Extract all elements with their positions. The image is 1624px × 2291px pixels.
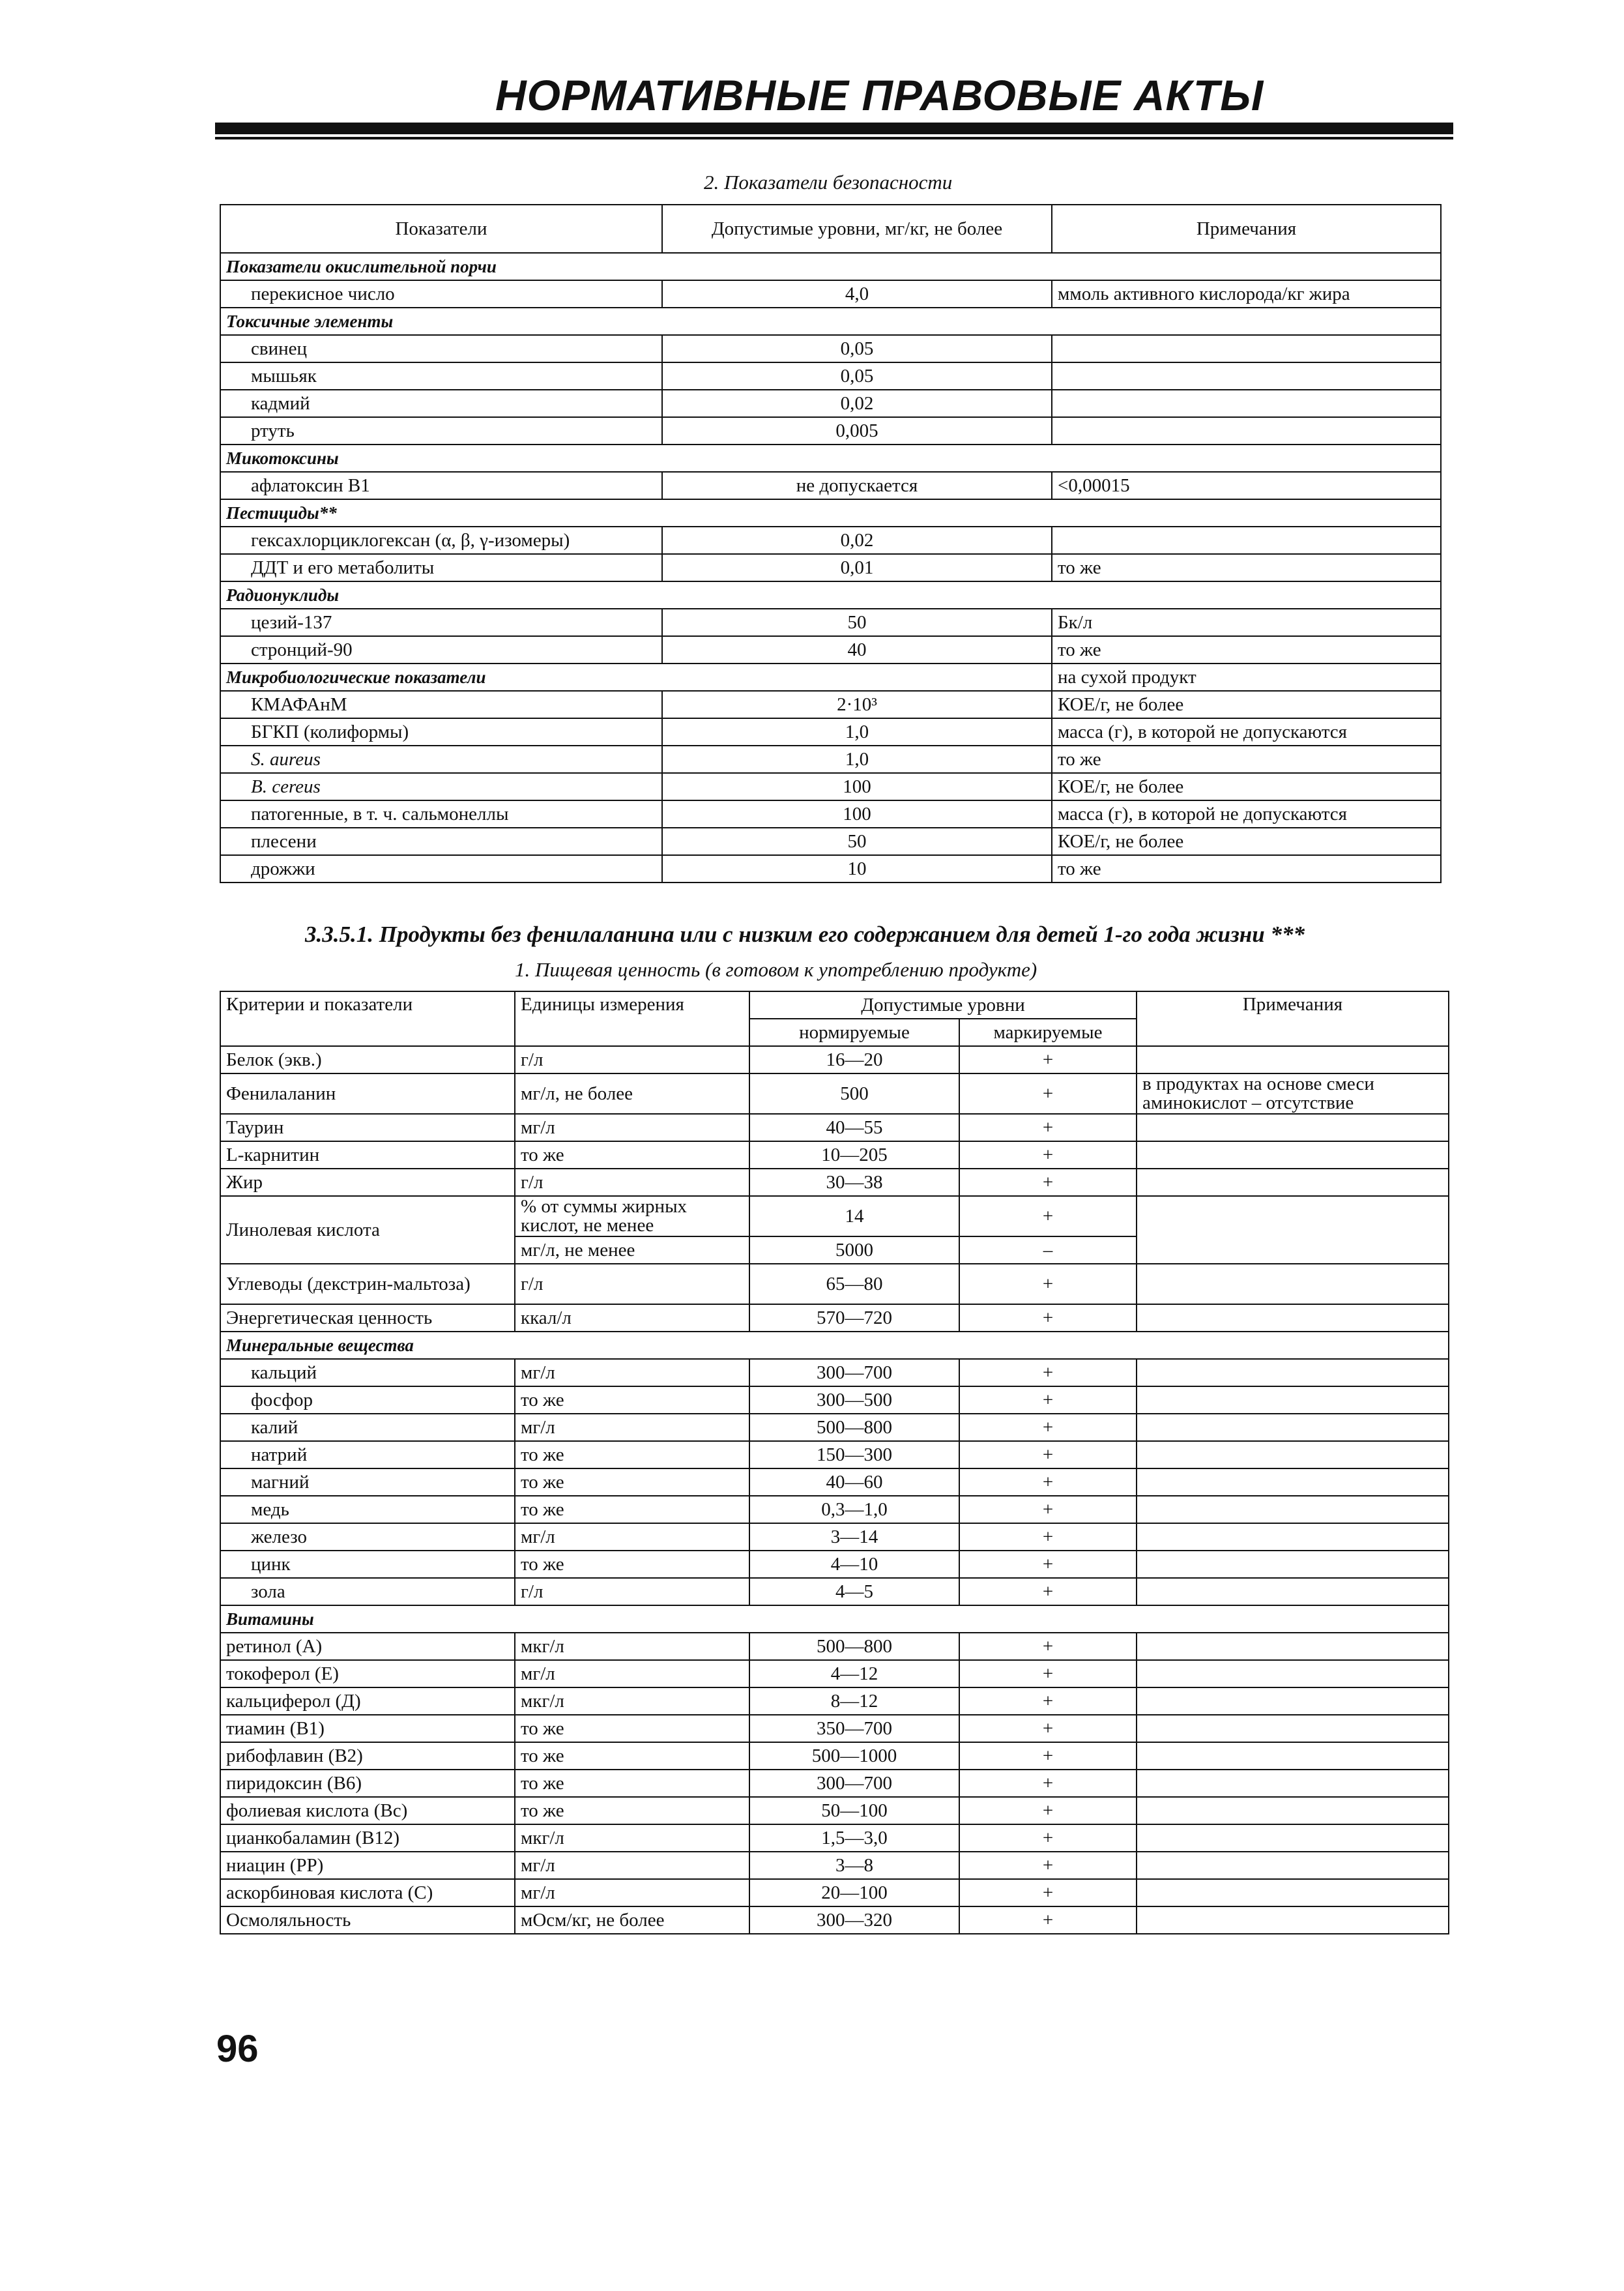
- row-norm: 0,3—1,0: [749, 1496, 959, 1523]
- row-norm: 30—38: [749, 1169, 959, 1196]
- row-norm: 3—8: [749, 1852, 959, 1879]
- row-name: свинец: [220, 335, 662, 362]
- row-value: 0,005: [662, 417, 1052, 445]
- table-row: [220, 1797, 1449, 1824]
- row-note: [1137, 1359, 1449, 1386]
- column-header: Примечания: [1052, 205, 1441, 253]
- row-mark: +: [959, 1441, 1137, 1468]
- row-name: Энергетическая ценность: [220, 1304, 515, 1332]
- row-mark: +: [959, 1264, 1137, 1304]
- group-label: Минеральные вещества: [220, 1332, 1449, 1359]
- row-unit: то же: [515, 1742, 749, 1770]
- row-name: тиамин (B1): [220, 1715, 515, 1742]
- group-row: [220, 581, 1441, 609]
- row-note: [1137, 1715, 1449, 1742]
- row-name: ртуть: [220, 417, 662, 445]
- row-value: 0,05: [662, 362, 1052, 390]
- row-note: [1137, 1468, 1449, 1496]
- row-norm: 40—55: [749, 1114, 959, 1141]
- row-norm: 500—800: [749, 1633, 959, 1660]
- row-note: [1137, 1578, 1449, 1605]
- row-mark: +: [959, 1852, 1137, 1879]
- table-row: [220, 800, 1441, 828]
- row-norm: 1,5—3,0: [749, 1824, 959, 1852]
- row-note: [1137, 1551, 1449, 1578]
- row-norm: 4—12: [749, 1660, 959, 1687]
- table-row: [220, 1687, 1449, 1715]
- row-note: [1137, 1742, 1449, 1770]
- table-row: [220, 1852, 1449, 1879]
- row-note: [1137, 1264, 1449, 1304]
- row-name: Таурин: [220, 1114, 515, 1141]
- row-name: Линолевая кислота: [220, 1196, 515, 1264]
- row-norm: 16—20: [749, 1046, 959, 1073]
- group-label: Микробиологические показатели: [220, 664, 1052, 691]
- row-note: [1137, 1304, 1449, 1332]
- row-name: Углеводы (декстрин-мальтоза): [220, 1264, 515, 1304]
- column-header: Допустимые уровни, мг/кг, не более: [662, 205, 1052, 253]
- row-name: зола: [220, 1578, 515, 1605]
- header-rule: [215, 123, 1453, 134]
- row-norm: 500—1000: [749, 1742, 959, 1770]
- row-mark: +: [959, 1304, 1137, 1332]
- table-row: [220, 1770, 1449, 1797]
- row-norm: 500—800: [749, 1414, 959, 1441]
- row-norm: 4—10: [749, 1551, 959, 1578]
- row-name: пиридоксин (B6): [220, 1770, 515, 1797]
- group-label: Радионуклиды: [220, 581, 1441, 609]
- row-note: то же: [1052, 855, 1441, 883]
- row-name: рибофлавин (B2): [220, 1742, 515, 1770]
- table-row: [220, 1523, 1449, 1551]
- table-row: [220, 746, 1441, 773]
- row-unit: мг/л: [515, 1523, 749, 1551]
- row-unit: мкг/л: [515, 1687, 749, 1715]
- row-note: КОЕ/г, не более: [1052, 691, 1441, 718]
- group-label: Токсичные элементы: [220, 308, 1441, 335]
- table-row: [220, 362, 1441, 390]
- row-unit: мг/л, не более: [515, 1073, 749, 1114]
- table2-caption: 1. Пищевая ценность (в готовом к употреблению продукте): [515, 958, 1037, 981]
- row-norm: 20—100: [749, 1879, 959, 1906]
- row-mark: +: [959, 1660, 1137, 1687]
- group-label: Пестициды**: [220, 499, 1441, 527]
- row-name: аскорбиновая кислота (С): [220, 1879, 515, 1906]
- row-name: стронций-90: [220, 636, 662, 664]
- group-row: [220, 1332, 1449, 1359]
- group-row: [220, 253, 1441, 280]
- table-row: [220, 1496, 1449, 1523]
- row-mark: +: [959, 1578, 1137, 1605]
- row-note: [1137, 1386, 1449, 1414]
- row-norm: 300—700: [749, 1359, 959, 1386]
- row-unit: то же: [515, 1441, 749, 1468]
- row-name: Осмоляльность: [220, 1906, 515, 1934]
- table-row: [220, 1141, 1449, 1169]
- row-name: КМАФАнМ: [220, 691, 662, 718]
- row-note: КОЕ/г, не более: [1052, 773, 1441, 800]
- row-note: [1137, 1770, 1449, 1797]
- row-note: масса (г), в которой не допускаются: [1052, 800, 1441, 828]
- row-mark: +: [959, 1046, 1137, 1073]
- row-norm: 570—720: [749, 1304, 959, 1332]
- row-name: кадмий: [220, 390, 662, 417]
- nutrition-value-table: [220, 991, 1449, 1934]
- row-note: [1137, 1114, 1449, 1141]
- row-norm: 300—500: [749, 1386, 959, 1414]
- row-value: 0,02: [662, 527, 1052, 554]
- row-unit: г/л: [515, 1046, 749, 1073]
- row-note: [1137, 1196, 1449, 1264]
- row-unit: % от суммы жирных кислот, не менее: [515, 1196, 749, 1236]
- table-row: [220, 1073, 1449, 1114]
- table-row: [220, 1114, 1449, 1141]
- row-name: Белок (экв.): [220, 1046, 515, 1073]
- row-note: <0,00015: [1052, 472, 1441, 499]
- row-name: патогенные, в т. ч. сальмонеллы: [220, 800, 662, 828]
- row-mark: +: [959, 1824, 1137, 1852]
- row-norm: 3—14: [749, 1523, 959, 1551]
- row-mark: +: [959, 1687, 1137, 1715]
- row-unit: то же: [515, 1551, 749, 1578]
- row-value: 4,0: [662, 280, 1052, 308]
- row-mark: +: [959, 1414, 1137, 1441]
- group-row: [220, 308, 1441, 335]
- row-name: медь: [220, 1496, 515, 1523]
- row-value: 100: [662, 773, 1052, 800]
- row-note: [1137, 1824, 1449, 1852]
- row-note: Бк/л: [1052, 609, 1441, 636]
- table-row: [220, 1414, 1449, 1441]
- row-mark: +: [959, 1386, 1137, 1414]
- row-name: Фенилаланин: [220, 1073, 515, 1114]
- table-row: [220, 1879, 1449, 1906]
- row-note: [1137, 1852, 1449, 1879]
- row-mark: +: [959, 1169, 1137, 1196]
- group-row: [220, 664, 1441, 691]
- table-row: [220, 1196, 1449, 1236]
- row-unit: то же: [515, 1770, 749, 1797]
- row-mark: +: [959, 1797, 1137, 1824]
- row-mark: +: [959, 1770, 1137, 1797]
- row-norm: 8—12: [749, 1687, 959, 1715]
- row-unit: мг/л: [515, 1359, 749, 1386]
- table-row: [220, 335, 1441, 362]
- row-norm: 10—205: [749, 1141, 959, 1169]
- table-row: [220, 691, 1441, 718]
- row-note: [1052, 390, 1441, 417]
- table-row: [220, 609, 1441, 636]
- table-row: [220, 1468, 1449, 1496]
- row-note: [1137, 1687, 1449, 1715]
- row-unit: мг/л: [515, 1660, 749, 1687]
- row-note: ммоль активного кислорода/кг жира: [1052, 280, 1441, 308]
- table-row: [220, 1742, 1449, 1770]
- row-note: [1137, 1879, 1449, 1906]
- row-norm: 50—100: [749, 1797, 959, 1824]
- table-row: [220, 1633, 1449, 1660]
- row-mark: +: [959, 1073, 1137, 1114]
- row-norm: 5000: [749, 1236, 959, 1264]
- row-mark: +: [959, 1496, 1137, 1523]
- row-unit: г/л: [515, 1578, 749, 1605]
- row-unit: мг/л: [515, 1852, 749, 1879]
- row-mark: +: [959, 1551, 1137, 1578]
- row-mark: +: [959, 1633, 1137, 1660]
- row-note: масса (г), в которой не допускаются: [1052, 718, 1441, 746]
- row-mark: +: [959, 1141, 1137, 1169]
- table-row: [220, 1359, 1449, 1386]
- header-rule-thin: [215, 137, 1453, 139]
- table-row: [220, 1906, 1449, 1934]
- row-norm: 150—300: [749, 1441, 959, 1468]
- row-name: дрожжи: [220, 855, 662, 883]
- row-unit: то же: [515, 1715, 749, 1742]
- row-name: фолиевая кислота (Вс): [220, 1797, 515, 1824]
- row-name: железо: [220, 1523, 515, 1551]
- row-name: цезий-137: [220, 609, 662, 636]
- row-note: [1137, 1523, 1449, 1551]
- row-unit: ккал/л: [515, 1304, 749, 1332]
- row-mark: +: [959, 1879, 1137, 1906]
- row-value: не допускается: [662, 472, 1052, 499]
- table-row: [220, 1264, 1449, 1304]
- page-title: НОРМАТИВНЫЕ ПРАВОВЫЕ АКТЫ: [495, 71, 1264, 119]
- row-note: [1052, 527, 1441, 554]
- row-value: 40: [662, 636, 1052, 664]
- row-norm: 300—700: [749, 1770, 959, 1797]
- row-unit: мОсм/кг, не более: [515, 1906, 749, 1934]
- row-name: L-карнитин: [220, 1141, 515, 1169]
- row-unit: мг/л: [515, 1414, 749, 1441]
- table-row: [220, 636, 1441, 664]
- table-row: [220, 1046, 1449, 1073]
- row-unit: г/л: [515, 1169, 749, 1196]
- group-label: Показатели окислительной порчи: [220, 253, 1441, 280]
- row-unit: мкг/л: [515, 1633, 749, 1660]
- row-name: цинк: [220, 1551, 515, 1578]
- row-mark: +: [959, 1715, 1137, 1742]
- page-number: 96: [216, 2028, 259, 2070]
- row-note: [1137, 1797, 1449, 1824]
- row-note: [1052, 335, 1441, 362]
- row-name: B. cereus: [220, 773, 662, 800]
- row-norm: 500: [749, 1073, 959, 1114]
- row-note: [1052, 362, 1441, 390]
- row-value: 2·10³: [662, 691, 1052, 718]
- row-unit: мкг/л: [515, 1824, 749, 1852]
- row-name: ниацин (РР): [220, 1852, 515, 1879]
- row-name: калий: [220, 1414, 515, 1441]
- table-row: [220, 855, 1441, 883]
- table-row: [220, 1715, 1449, 1742]
- row-value: 0,01: [662, 554, 1052, 581]
- row-value: 50: [662, 609, 1052, 636]
- row-name: БГКП (колиформы): [220, 718, 662, 746]
- row-norm: 65—80: [749, 1264, 959, 1304]
- table-row: [220, 828, 1441, 855]
- row-value: 100: [662, 800, 1052, 828]
- table-row: [220, 1169, 1449, 1196]
- row-name: фосфор: [220, 1386, 515, 1414]
- safety-indicators-table: [220, 204, 1442, 883]
- table-row: [220, 718, 1441, 746]
- row-name: Жир: [220, 1169, 515, 1196]
- row-note: [1137, 1441, 1449, 1468]
- table-row: [220, 1304, 1449, 1332]
- table-row: [220, 390, 1441, 417]
- row-note: то же: [1052, 554, 1441, 581]
- row-note: в продуктах на основе смеси аминокислот – отсутствие: [1137, 1073, 1449, 1114]
- row-note: то же: [1052, 746, 1441, 773]
- row-name: кальций: [220, 1359, 515, 1386]
- group-row: [220, 1605, 1449, 1633]
- row-unit: мг/л, не менее: [515, 1236, 749, 1264]
- table-row: [220, 1551, 1449, 1578]
- row-norm: 350—700: [749, 1715, 959, 1742]
- row-name: цианкобаламин (B12): [220, 1824, 515, 1852]
- table1-caption: 2. Показатели безопасности: [704, 171, 953, 194]
- column-header: Показатели: [220, 205, 662, 253]
- row-value: 50: [662, 828, 1052, 855]
- row-name: мышьяк: [220, 362, 662, 390]
- row-note: [1052, 417, 1441, 445]
- row-note: [1137, 1496, 1449, 1523]
- row-mark: +: [959, 1906, 1137, 1934]
- table-row: [220, 527, 1441, 554]
- row-name: кальциферол (Д): [220, 1687, 515, 1715]
- row-mark: +: [959, 1468, 1137, 1496]
- row-mark: +: [959, 1742, 1137, 1770]
- table-row: [220, 1386, 1449, 1414]
- row-name: натрий: [220, 1441, 515, 1468]
- row-value: 10: [662, 855, 1052, 883]
- row-unit: то же: [515, 1797, 749, 1824]
- row-norm: 4—5: [749, 1578, 959, 1605]
- row-note: [1137, 1660, 1449, 1687]
- row-mark: +: [959, 1196, 1137, 1236]
- table-row: [220, 472, 1441, 499]
- row-mark: +: [959, 1114, 1137, 1141]
- row-name: ДДТ и его метаболиты: [220, 554, 662, 581]
- section-heading: 3.3.5.1. Продукты без фенилаланина или с низким его содержанием для детей 1-го года жизни ***: [305, 922, 1305, 947]
- column-header: нормируемые: [749, 1019, 959, 1046]
- row-name: перекисное число: [220, 280, 662, 308]
- table-header-row: [220, 205, 1441, 253]
- table-row: [220, 1660, 1449, 1687]
- row-mark: +: [959, 1523, 1137, 1551]
- row-name: афлатоксин B1: [220, 472, 662, 499]
- group-row: [220, 499, 1441, 527]
- row-note: [1137, 1141, 1449, 1169]
- row-note: [1137, 1046, 1449, 1073]
- row-note: КОЕ/г, не более: [1052, 828, 1441, 855]
- table-row: [220, 1441, 1449, 1468]
- row-note: [1137, 1906, 1449, 1934]
- column-header: Единицы измерения: [515, 991, 749, 1046]
- row-name: гексахлорциклогексан (α, β, γ-изомеры): [220, 527, 662, 554]
- row-mark: –: [959, 1236, 1137, 1264]
- column-header: Допустимые уровни: [749, 991, 1137, 1019]
- row-note: то же: [1052, 636, 1441, 664]
- row-unit: то же: [515, 1386, 749, 1414]
- group-label: Микотоксины: [220, 445, 1441, 472]
- table-row: [220, 1824, 1449, 1852]
- row-norm: 300—320: [749, 1906, 959, 1934]
- row-value: 1,0: [662, 718, 1052, 746]
- row-value: 0,05: [662, 335, 1052, 362]
- row-note: на сухой продукт: [1052, 664, 1441, 691]
- row-value: 1,0: [662, 746, 1052, 773]
- column-header: маркируемые: [959, 1019, 1137, 1046]
- row-norm: 40—60: [749, 1468, 959, 1496]
- group-label: Витамины: [220, 1605, 1449, 1633]
- row-unit: то же: [515, 1496, 749, 1523]
- row-unit: то же: [515, 1468, 749, 1496]
- column-header: Примечания: [1137, 991, 1449, 1046]
- row-unit: мг/л: [515, 1879, 749, 1906]
- column-header: Критерии и показатели: [220, 991, 515, 1046]
- row-name: магний: [220, 1468, 515, 1496]
- row-name: плесени: [220, 828, 662, 855]
- table-row: [220, 417, 1441, 445]
- table-row: [220, 554, 1441, 581]
- row-name: ретинол (А): [220, 1633, 515, 1660]
- row-mark: +: [959, 1359, 1137, 1386]
- table-row: [220, 280, 1441, 308]
- row-note: [1137, 1169, 1449, 1196]
- row-note: [1137, 1633, 1449, 1660]
- row-note: [1137, 1414, 1449, 1441]
- row-unit: г/л: [515, 1264, 749, 1304]
- row-value: 0,02: [662, 390, 1052, 417]
- table-row: [220, 1578, 1449, 1605]
- table-row: [220, 773, 1441, 800]
- row-name: токоферол (Е): [220, 1660, 515, 1687]
- row-name: S. aureus: [220, 746, 662, 773]
- row-norm: 14: [749, 1196, 959, 1236]
- group-row: [220, 445, 1441, 472]
- row-unit: мг/л: [515, 1114, 749, 1141]
- row-unit: то же: [515, 1141, 749, 1169]
